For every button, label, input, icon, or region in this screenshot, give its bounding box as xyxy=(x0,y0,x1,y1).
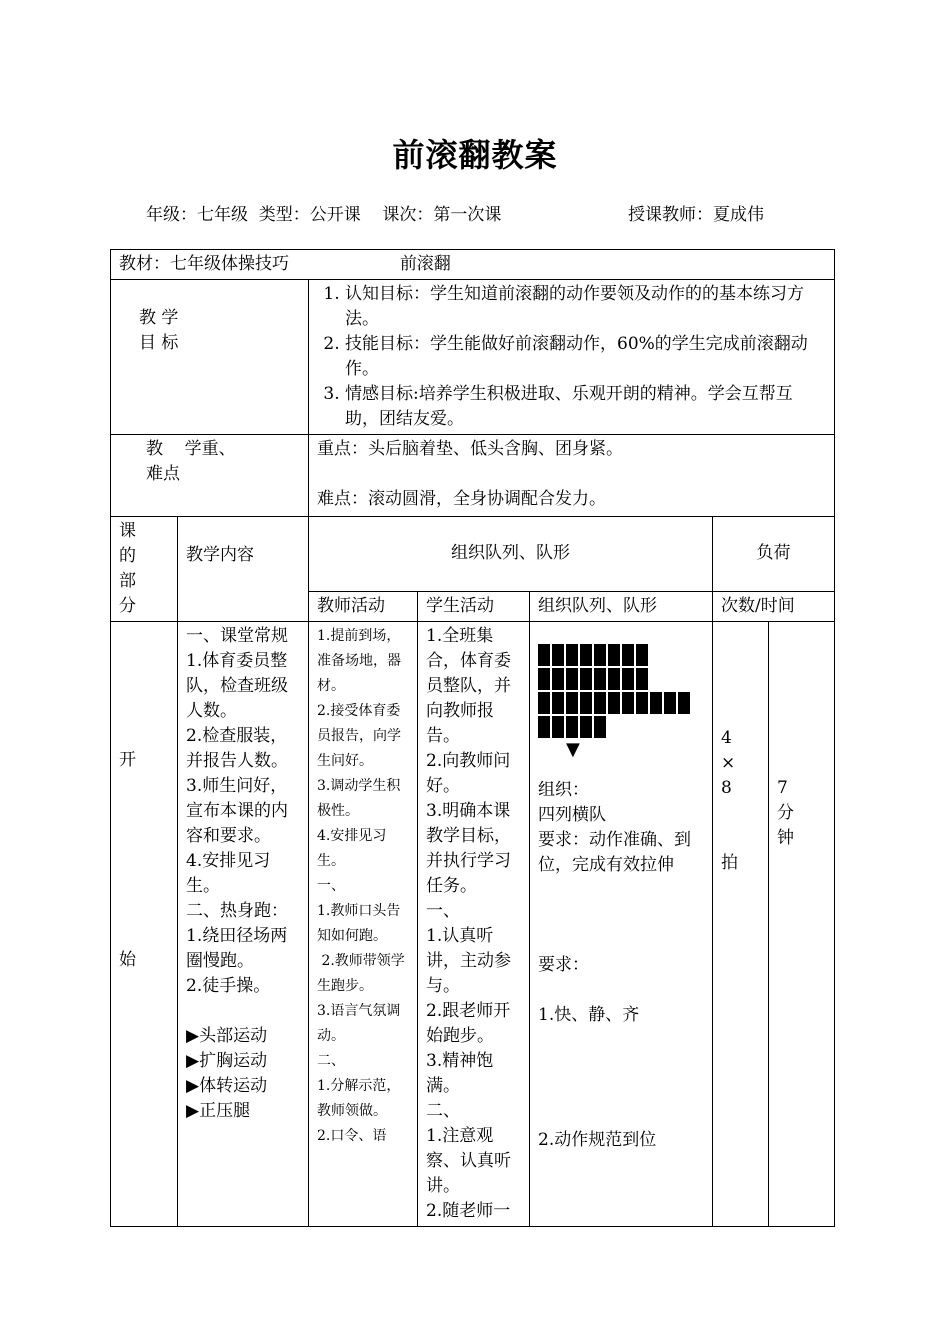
focus-text: 重点：头后脑着垫、低头含胸、团身紧。 xyxy=(317,439,623,459)
header-load: 负荷 xyxy=(713,517,835,592)
student-block xyxy=(650,692,662,714)
header-teacher: 教师活动 xyxy=(309,591,418,621)
student-block xyxy=(580,644,592,666)
student-block xyxy=(552,692,564,714)
student-block xyxy=(580,668,592,690)
student-block xyxy=(608,668,620,690)
student-block xyxy=(566,716,578,738)
student-block xyxy=(594,692,606,714)
start-time: 7 分 钟 xyxy=(769,622,835,1227)
header-org: 组织队列、队形 xyxy=(309,517,713,592)
goal-affective: 3. 情感目标:培养学生积极进取、乐观开朗的精神。学会互帮互助，团结友爱。 xyxy=(345,382,826,432)
student-block xyxy=(636,644,648,666)
start-teacher: 1.提前到场，准备场地，器材。 2.接受体育委员报告，向学生问好。 3.调动学生积极性。 4.安排见习生。 一、 1.教师口头告知如何跑。 2.教师带领学生跑步。 3.语言气氛调动。 二、 1.分解示范，教师领做。 2.口令、语 xyxy=(309,622,418,1227)
difficulty-text: 难点：滚动圆滑，全身协调配合发力。 xyxy=(317,489,606,509)
header-part: 课 的 部 分 xyxy=(111,517,178,622)
lesson-plan-table xyxy=(110,249,835,1227)
student-block xyxy=(622,668,634,690)
material-topic: 前滚翻 xyxy=(399,254,451,274)
material-label: 教材：七年级体操技巧 xyxy=(119,254,289,274)
keypoints-label: 教 学重、 难点 xyxy=(111,435,309,517)
student-block xyxy=(538,692,550,714)
start-student: 1.全班集合，体育委员整队，并向教师报告。 2.向教师问好。 3.明确本课教学目标，并执行学习任务。 一、 1.认真听讲，主动参与。 2.跟老师开始跑步。 3.精神饱满。 二、 1.注意观察、认真听讲。 2.随老师一 xyxy=(418,622,530,1227)
goal-skill: 2. 技能目标：学生能做好前滚翻动作，60%的学生完成前滚翻动作。 xyxy=(345,332,826,382)
student-block xyxy=(538,716,550,738)
lesson-info: 年级：七年级 类型：公开课 课次：第一次课 xyxy=(146,205,502,225)
start-organization xyxy=(530,622,713,1227)
student-block xyxy=(580,692,592,714)
student-block xyxy=(678,692,690,714)
formation-row xyxy=(538,668,704,690)
student-block xyxy=(594,644,606,666)
student-block xyxy=(594,668,606,690)
header-org2: 组织队列、队形 xyxy=(530,591,713,621)
student-block xyxy=(636,692,648,714)
teacher-position-icon: ▼ xyxy=(566,739,580,760)
student-block xyxy=(594,716,606,738)
formation-row xyxy=(538,716,704,738)
student-block xyxy=(622,692,634,714)
goals-cell xyxy=(309,280,835,435)
header-count: 次数/时间 xyxy=(713,591,835,621)
student-block xyxy=(566,644,578,666)
student-block xyxy=(622,644,634,666)
start-count: 4 × 8 拍 xyxy=(713,622,769,1227)
student-block xyxy=(580,716,592,738)
formation-diagram xyxy=(538,644,704,738)
goal-cognitive: 1. 认知目标：学生知道前滚翻的动作要领及动作的的基本练习方法。 xyxy=(345,282,826,332)
header-content: 教学内容 xyxy=(178,517,309,622)
student-block xyxy=(538,668,550,690)
page-title: 前滚翻教案 xyxy=(392,136,558,174)
student-block xyxy=(608,692,620,714)
goals-label: 教 学 目 标 xyxy=(111,280,309,435)
org-text: 组织： 四列横队 要求：动作准确、到位，完成有效拉伸 要求： 1.快、静、齐 2.动作规范到位 xyxy=(538,780,691,1150)
start-part: 开 始 xyxy=(111,622,178,1227)
student-block xyxy=(552,644,564,666)
student-block xyxy=(664,692,676,714)
keypoints-cell xyxy=(309,435,835,517)
student-block xyxy=(538,644,550,666)
start-content: 一、课堂常规 1.体育委员整队，检查班级人数。 2.检查服装，并报告人数。 3.师生问好，宣布本课的内容和要求。 4.安排见习生。 二、热身跑： 1.绕田径场两圈慢跑。 2.徒手操。 ▶头部运动 ▶扩胸运动 ▶体转运动 ▶正压腿 xyxy=(178,622,309,1227)
student-block xyxy=(552,668,564,690)
student-block xyxy=(552,716,564,738)
student-block xyxy=(566,668,578,690)
student-block xyxy=(608,644,620,666)
student-block xyxy=(566,692,578,714)
student-block xyxy=(636,668,648,690)
material-row xyxy=(111,250,835,280)
formation-row xyxy=(538,644,704,666)
teacher-info: 授课教师：夏成伟 xyxy=(628,205,764,225)
formation-row xyxy=(538,692,704,714)
header-student: 学生活动 xyxy=(418,591,530,621)
